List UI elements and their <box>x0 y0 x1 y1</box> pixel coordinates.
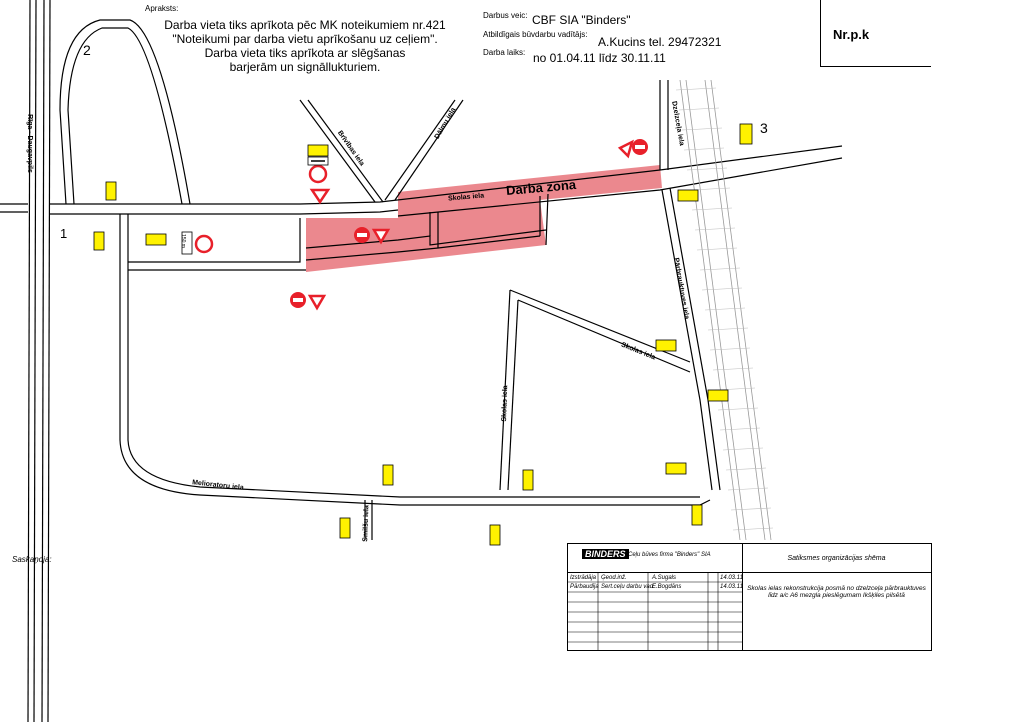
work-zone-label: Darba zona <box>505 176 577 199</box>
point-label: 1 <box>60 226 68 241</box>
nr-box <box>820 0 931 67</box>
nr-label: Nr.p.k <box>833 27 870 42</box>
row-role: Pārbaudīja <box>570 584 599 590</box>
coordination-label: Saskaņoja: <box>12 555 52 564</box>
no-entry-sign <box>310 166 326 182</box>
row-position: Sert.ceļu darbu vad. <box>601 584 655 590</box>
row-date: 14.03.11 <box>720 584 743 590</box>
project-line: Skolas ielas rekonstrukcija posmā no dzelzceļa pārbrauktuves <box>747 585 926 592</box>
row-name: E.Bogdāns <box>652 584 682 590</box>
distance-plate-label: 150 m <box>179 234 186 248</box>
railway-track <box>680 80 771 540</box>
description-label: Apraksts: <box>145 4 179 13</box>
highway-riga-daugavpils <box>25 0 50 722</box>
row-position: Ģeod.inž. <box>601 575 627 581</box>
description-line: barjerām un signāllukturiem. <box>229 60 381 74</box>
description-line: "Noteikumi par darba vietu aprīkošanu uz ceļiem". <box>172 32 438 46</box>
drawing-title: Satiksmes organizācijas shēma <box>787 554 886 562</box>
title-block <box>567 543 932 651</box>
street-label: Dzelzceļa iela <box>670 100 685 147</box>
railway-sleepers <box>676 88 773 530</box>
street-label: Dālmu iela <box>433 106 458 141</box>
no-entry-sign <box>196 236 212 252</box>
street-label: Rīga - Daugavpils <box>25 114 33 173</box>
signature-table <box>568 572 743 650</box>
no-entry-sign <box>632 139 648 155</box>
project-title <box>742 572 931 614</box>
street-label: Melioratoru iela <box>191 479 244 492</box>
row-date: 14.03.11 <box>720 575 743 581</box>
row-role: Izstrādāja <box>570 575 597 581</box>
responsible-value: A.Kucins tel. 29472321 <box>598 35 722 49</box>
direction-plate <box>308 157 328 165</box>
description-line: Darba vieta tiks aprīkota ar slēgšanas <box>204 46 406 60</box>
time-label: Darba laiks: <box>483 48 526 57</box>
row-name: A.Sugals <box>652 575 677 581</box>
no-entry-sign <box>354 227 370 243</box>
responsible-label: Atbildīgais būvdarbu vadītājs: <box>483 30 588 39</box>
description-line: Darba vieta tiks aprīkota pēc MK noteikumiem nr.421 <box>164 18 446 32</box>
project-line: līdz a/c A6 mezgla pieslēgumam Ikšķiles pilsētā <box>768 592 905 599</box>
street-label: Skolas iela <box>447 192 485 203</box>
time-value: no 01.04.11 līdz 30.11.11 <box>533 51 666 65</box>
company-cell <box>568 544 743 573</box>
description-text <box>150 18 460 74</box>
street-label: Brīvības iela <box>335 129 366 168</box>
contractor-label: Darbus veic: <box>483 11 528 20</box>
street-label: Smilšu iela <box>362 505 371 542</box>
point-label: 3 <box>760 120 768 136</box>
company-logo: BINDERS <box>582 549 629 559</box>
street-label: Skolas iela <box>500 385 510 422</box>
street-label: Skolas iela <box>620 341 657 362</box>
company-subtitle: Ceļu būves firma "Binders" SIA <box>628 552 711 558</box>
point-label: 2 <box>83 42 91 58</box>
contractor-value: CBF SIA "Binders" <box>532 13 631 27</box>
street-label: Pārbrauktuves iela <box>672 257 690 320</box>
no-entry-sign <box>290 292 306 308</box>
